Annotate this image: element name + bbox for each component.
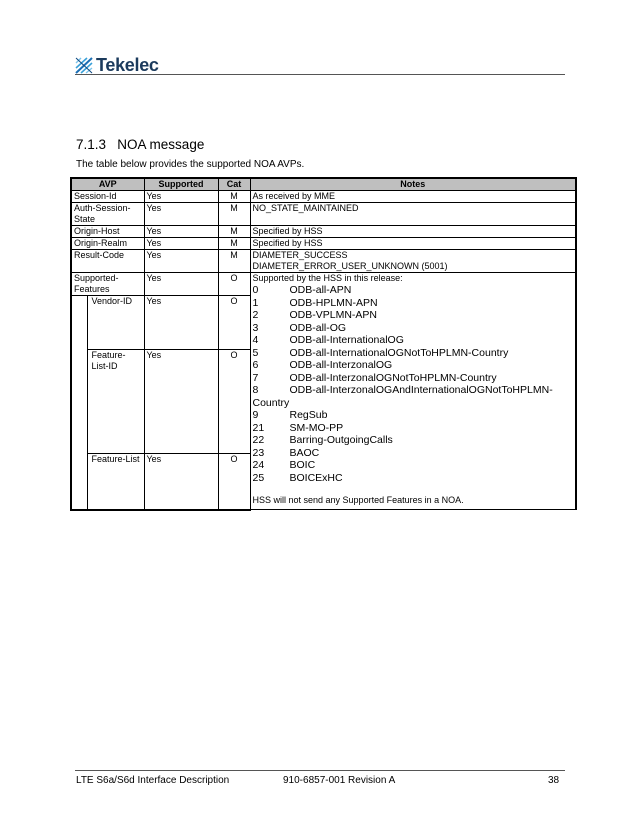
feature-bit: 25 — [252, 471, 265, 484]
avp-cell: Session-Id — [71, 191, 144, 203]
avp-cell: Origin-Realm — [71, 238, 144, 250]
notes-cell: NO_STATE_MAINTAINED — [250, 203, 576, 226]
feature-bit: 8 — [252, 384, 259, 396]
header-rule — [75, 74, 565, 75]
col-header-notes: Notes — [250, 178, 576, 191]
avp-cell: Feature-List-ID — [87, 350, 144, 454]
avp-cell: Feature-List — [87, 453, 144, 509]
notes-line: DIAMETER_SUCCESS — [252, 250, 348, 260]
feature-item — [253, 372, 574, 385]
feature-bit: 5 — [252, 346, 259, 359]
cat-cell: M — [218, 191, 250, 203]
notes-cell: Specified by HSS — [250, 226, 576, 238]
supported-cell: Yes — [144, 453, 218, 509]
supported-cell: Yes — [144, 191, 218, 203]
feature-name: ODB-all-InterzonalOGNotToHPLMN-Country — [289, 371, 497, 384]
table-row — [71, 203, 576, 226]
tekelec-logo — [75, 56, 159, 74]
feature-item — [253, 359, 574, 372]
features-notes-cell — [250, 273, 576, 510]
feature-bit: 0 — [252, 284, 259, 296]
features-intro: Supported by the HSS in this release: — [252, 273, 403, 283]
cat-cell: O — [218, 453, 250, 509]
feature-item — [253, 472, 574, 485]
feature-bit: 4 — [252, 334, 259, 346]
supported-cell: Yes — [144, 296, 218, 350]
notes-cell: As received by MME — [250, 191, 576, 203]
feature-name: SM-MO-PP — [289, 421, 344, 434]
cat-cell: O — [218, 350, 250, 454]
notes-line: DIAMETER_ERROR_USER_UNKNOWN (5001) — [252, 261, 448, 271]
table-header-row — [71, 178, 576, 191]
cat-cell: M — [218, 250, 250, 273]
feature-name: ODB-HPLMN-APN — [289, 296, 378, 309]
avp-cell: Origin-Host — [71, 226, 144, 238]
footer-rule — [75, 770, 565, 771]
feature-name: ODB-all-OG — [289, 321, 347, 334]
avp-cell: Supported-Features — [71, 273, 144, 296]
feature-bit: 3 — [252, 321, 259, 334]
feature-bit: 6 — [252, 359, 259, 371]
feature-name: Barring-OutgoingCalls — [289, 434, 393, 446]
section-number: 7.1.3 — [76, 137, 107, 152]
feature-bit: 2 — [252, 309, 259, 321]
feature-item — [253, 409, 574, 422]
feature-name: ODB-all-InterzonalOGAndInternationalOGNotToHPLMN- — [289, 384, 553, 396]
feature-name: BAOC — [289, 446, 320, 459]
cat-cell: M — [218, 203, 250, 226]
noa-avp-table — [70, 177, 577, 511]
logo-text: Tekelec — [96, 54, 159, 75]
feature-bit: 24 — [252, 459, 265, 471]
cat-cell: O — [218, 273, 250, 296]
notes-cell — [250, 250, 576, 273]
supported-cell: Yes — [144, 203, 218, 226]
supported-cell: Yes — [144, 238, 218, 250]
col-header-avp: AVP — [71, 178, 144, 191]
section-title: NOA message — [117, 137, 205, 152]
table-row — [71, 273, 576, 296]
feature-item — [253, 309, 574, 322]
footer-revision: 910-6857-001 Revision A — [283, 775, 396, 786]
supported-cell: Yes — [144, 350, 218, 454]
feature-name-continued: Country — [252, 396, 290, 409]
avp-cell: Result-Code — [71, 250, 144, 273]
footer-page-number: 38 — [548, 775, 560, 786]
feature-item — [253, 447, 574, 460]
table-row — [71, 238, 576, 250]
feature-bit: 22 — [252, 434, 265, 446]
indent-cell — [71, 296, 87, 350]
feature-name: ODB-all-InterzonalOG — [289, 359, 393, 371]
features-outro: HSS will not send any Supported Features in a NOA. — [252, 495, 464, 505]
section-intro: The table below provides the supported NOA AVPs. — [76, 159, 305, 170]
feature-item — [253, 459, 574, 472]
feature-item — [253, 334, 574, 347]
feature-item — [253, 284, 574, 297]
feature-bit: 21 — [252, 421, 265, 434]
cat-cell: O — [218, 296, 250, 350]
cat-cell: M — [218, 238, 250, 250]
feature-name: ODB-all-APN — [289, 284, 352, 296]
feature-item — [253, 297, 574, 310]
footer-doc-title: LTE S6a/S6d Interface Description — [76, 775, 230, 786]
col-header-cat: Cat — [218, 178, 250, 191]
feature-name: RegSub — [289, 409, 328, 421]
feature-item — [253, 384, 574, 397]
feature-bit: 23 — [252, 446, 265, 459]
feature-item — [253, 422, 574, 435]
feature-bit: 1 — [252, 296, 259, 309]
feature-name: BOICExHC — [289, 471, 343, 484]
feature-name: ODB-all-InternationalOGNotToHPLMN-Country — [289, 346, 509, 359]
avp-cell: Auth-Session-State — [71, 203, 144, 226]
supported-cell: Yes — [144, 226, 218, 238]
feature-bit: 9 — [252, 409, 259, 421]
table-row — [71, 226, 576, 238]
feature-name: ODB-all-InternationalOG — [289, 334, 404, 346]
tekelec-logo-icon — [75, 57, 93, 74]
indent-cell — [71, 453, 87, 509]
avp-cell: Vendor-ID — [87, 296, 144, 350]
cat-cell: M — [218, 226, 250, 238]
feature-name: BOIC — [289, 459, 316, 471]
section-heading — [76, 137, 204, 152]
feature-item — [253, 347, 574, 360]
supported-cell: Yes — [144, 273, 218, 296]
feature-name: ODB-VPLMN-APN — [289, 309, 378, 321]
feature-list — [253, 284, 574, 484]
supported-cell: Yes — [144, 250, 218, 273]
table-row — [71, 191, 576, 203]
notes-cell: Specified by HSS — [250, 238, 576, 250]
col-header-supported: Supported — [144, 178, 218, 191]
feature-item — [253, 322, 574, 335]
feature-item — [253, 434, 574, 447]
table-row — [71, 250, 576, 273]
indent-cell — [71, 350, 87, 454]
feature-bit: 7 — [252, 371, 259, 384]
